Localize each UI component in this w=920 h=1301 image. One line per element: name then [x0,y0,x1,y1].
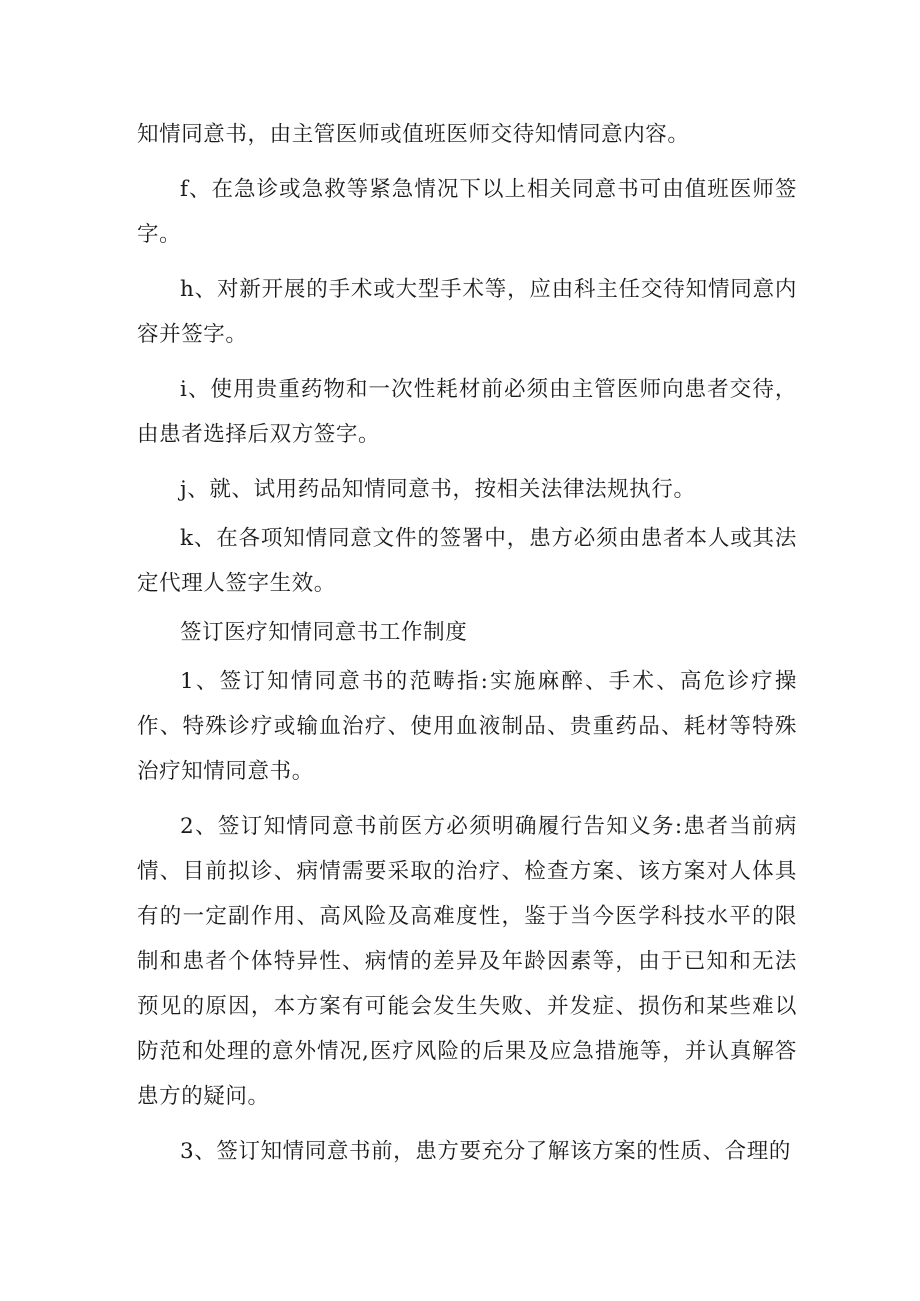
paragraph-item-3: 3、签订知情同意书前，患方要充分了解该方案的性质、合理的 [180,1139,791,1164]
paragraph-item-2: 2、签订知情同意书前医方必须明确履行告知义务:患者当前病情、目前拟诊、病情需要采取的治疗、检查方案、该方案对人体具有的一定副作用、高风险及高难度性，鉴于当今医学科技水平的限制和患者个体特异性、病情的差异及年龄因素等，由于已知和无法预见的原因，本方案有可能会发生失败、并发症、损伤和某些难以防范和处理的意外情况,医疗风险的后果及应急措施等，并认真解答患方的疑问。 [137,814,797,1109]
paragraph-continuation: 知情同意书，由主管医师或值班医师交待知情同意内容。 [137,122,690,147]
document-body [137,112,797,1184]
paragraph-item-h: h、对新开展的手术或大型手术等，应由科主任交待知情同意内容并签字。 [137,277,797,347]
paragraph-item-j: j、就、试用药品知情同意书，按相关法律法规执行。 [180,477,696,502]
paragraph-item-1: 1、签订知情同意书的范畴指:实施麻醉、手术、高危诊疗操作、特殊诊疗或输血治疗、使用血液制品、贵重药品、耗材等特殊治疗知情同意书。 [137,669,797,784]
paragraph-item-k: k、在各项知情同意文件的签署中，患方必须由患者本人或其法定代理人签字生效。 [137,526,797,596]
paragraph-item-i: i、使用贵重药物和一次性耗材前必须由主管医师向患者交待，由患者选择后双方签字。 [137,377,797,447]
paragraph-item-f: f、在急诊或急救等紧急情况下以上相关同意书可由值班医师签字。 [137,177,797,247]
section-heading: 签订医疗知情同意书工作制度 [180,620,468,645]
